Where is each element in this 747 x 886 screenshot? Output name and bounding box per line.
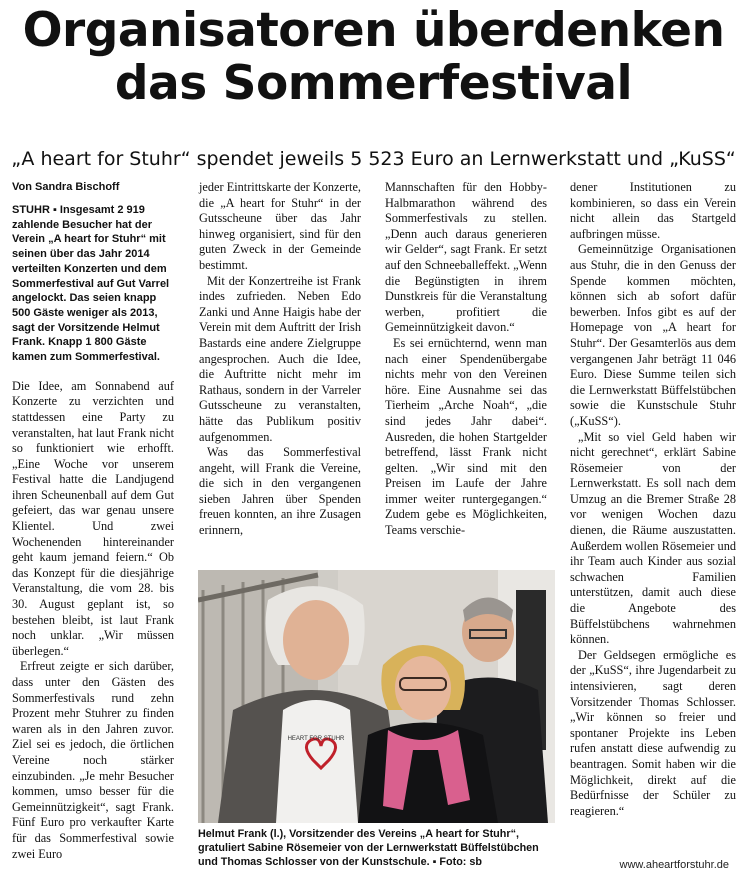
paragraph: Die Idee, am Sonnabend auf Konzerte zu verzichten und stattdessen eine Party zu veranstalten, hat laut Frank nicht so funktioniert wie erhofft. „Eine Woche vor unserem Festival hatte die Landjugend ihren Scheunenball auf dem Gut gefeiert, das war genau unsere Klientel. Und zwei Wochenenden hintereinander geht kaum jemand feiern.“ Ob das Konzept für die diesjährige Veranstaltung, die vom 28. bis 30. August geplant ist, so bestehen bleibt, ist laut Frank noch unklar. „Wir müssen überlegen.“	[12, 378, 174, 658]
lead-paragraph	[12, 203, 174, 365]
paragraph: Der Geldsegen ermögliche es der „KuSS“, ihre Jugendarbeit zu intensivieren, sagt deren Vorsitzender Thomas Schlosser. „Wir können so freier und spontaner Projekte ins Leben rufen anstatt diese aufwendig zu beantragen. Somit haben wir die Möglichkeit, direkt auf die Bedürfnisse der Schüler zu reagieren.“	[570, 647, 736, 818]
photo-caption: Helmut Frank (l.), Vorsitzender des Vereins „A heart for Stuhr“, gratuliert Sabine Rösemeier von der Lernwerkstatt Büffelstübchen und Thomas Schlosser von der Kunstschule. ▪ Foto: sb	[198, 828, 539, 868]
column-3	[385, 180, 547, 539]
column-4	[570, 180, 736, 819]
subheadline: „A heart for Stuhr“ spendet jeweils 5 523 Euro an Lernwerkstatt und „KuSS“	[11, 148, 736, 170]
paragraph: Was das Sommerfestival angeht, will Frank die Vereine, die sich in den vergangenen sieben Jahren über Spenden freuen konnten, an ihre Zusagen erinnern,	[199, 445, 361, 538]
website-url: www.aheartforstuhr.de	[619, 859, 729, 871]
byline: Von Sandra Bischoff	[12, 181, 120, 193]
paragraph: Gemeinnützige Organisationen aus Stuhr, die in den Genuss der Spende kommen möchten, können sich ab sofort dafür bewerben. Infos gibt es auf der Homepage von „A heart for Stuhr“. Der Gesamterlös aus dem vergangenen Jahr beträgt 11 046 Euro. Diese Summe teilen sich die Lernwerkstatt Büffelstübchen sowie die Kunstschule Stuhr („KuSS“).	[570, 242, 736, 428]
paragraph: Es sei ernüchternd, wenn man nach einer Spendenübergabe nichts mehr von den Vereinen höre. Eine Ausnahme sei das Tierheim „Arche Noah“, „die sind jedes Jahr dabei“. Ausreden, die hohen Startgelder betreffend, lässt Frank nicht gelten. „Wir sind mit den Preisen im Laufe der Jahre immer weiter runtergegangen.“ Zudem gebe es Möglichkeiten, Teams verschie-	[385, 335, 547, 538]
paragraph: „Mit so viel Geld haben wir nicht gerechnet“, erklärt Sabine Rösemeier von der Lernwerkstatt. Es soll nach dem Umzug an die Bremer Straße 28 vor wenigen Wochen dazu dienen, die Räume auszustatten. Außerdem wollen Rösemeier und ihr Team auch Kinder aus sozial schwachen Familien unterstützen, damit auch diese die Angebote des Büffelstübchens wahrnehmen können.	[570, 429, 736, 647]
headline	[0, 4, 747, 110]
paragraph: jeder Eintrittskarte der Konzerte, die „A heart for Stuhr“ in der Gutsscheune über das Jahr hinweg organisiert, sind für den guten Zweck in der Gemeinde bestimmt.	[199, 180, 361, 272]
news-photo	[198, 570, 555, 823]
lead-place: STUHR ▪	[12, 204, 57, 216]
photo-illustration	[198, 570, 555, 823]
paragraph: Erfreut zeigte er sich darüber, dass unter den Gästen des Sommerfestivals rund zehn Prozent mehr Stuhrer zu finden waren als in den Jahren zuvor. Ziel sei es jedoch, die örtlichen Vereine noch stärker einzubinden. „Je mehr Besucher kommen, umso besser für die Gemeinnützigkeit“, sagt Frank. Fünf Euro pro verkaufter Karte für das Sommerfestival sowie zwei Euro	[12, 659, 174, 861]
column-2	[199, 180, 361, 539]
headline-line-2: das Sommerfestival	[114, 56, 633, 111]
paragraph: dener Institutionen zu kombinieren, so dass ein Verein nicht allein das Startgeld aufbringen müsse.	[570, 180, 736, 241]
paragraph: Mannschaften für den Hobby-Halbmarathon während des Sommerfestivals zu stellen. „Denn auch daraus generieren wir Gelder“, sagt Frank. Er setzt auf den Schneeballeffekt. „Wenn die Begünstigten in ihrem Dunstkreis für die Veranstaltung werben, profitiert die Gemeinnützigkeit davon.“	[385, 180, 547, 335]
paragraph: Mit der Konzertreihe ist Frank indes zufrieden. Neben Edo Zanki und Anne Haigis habe der Verein mit dem Auftritt der Irish Bastards eine andere Zielgruppe angesprochen. Auch die Idee, die Auftritte nicht mehr im Rathaus, sondern in der Varreler Gutsscheune zu veranstalten, hätte das Publikum positiv aufgenommen.	[199, 273, 361, 444]
shirt-text: HEART FOR STUHR	[287, 736, 345, 742]
lead-text: Insgesamt 2 919 zahlende Besucher hat der Verein „A heart for Stuhr“ mit seinen über das Jahr 2014 verteilten Konzerten und dem Sommerfestival auf Gut Varrel angelockt. Das seien knapp 500 Gäste weniger als 2013, sagt der Vorsitzende Helmut Frank. Knapp 1 800 Gäste kamen zum Sommerfestival.	[12, 204, 170, 364]
headline-line-1: Organisatoren überdenken	[22, 3, 725, 58]
column-1	[12, 180, 174, 862]
